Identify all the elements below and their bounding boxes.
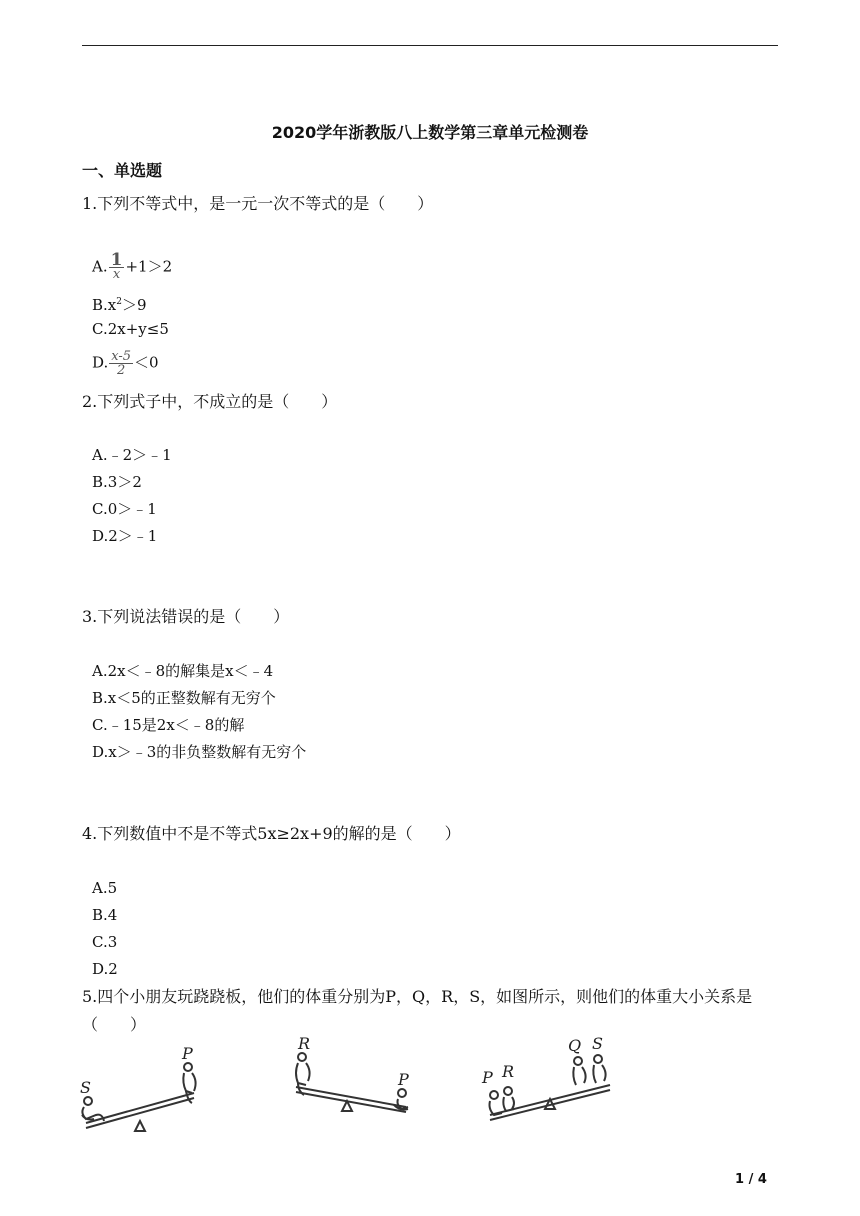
seesaw-plank: [86, 1098, 194, 1128]
question-1-option-b: $B.x^2>9$: [92, 296, 147, 314]
question-4-option-b: B.4: [92, 906, 118, 924]
label-r: R: [298, 1035, 311, 1053]
label-p: P: [482, 1068, 493, 1087]
label-r: R: [502, 1062, 515, 1081]
question-3-option-a: A.2x＜﹣8的解集是x＜﹣4: [92, 662, 274, 680]
child-p-figure: [490, 1091, 503, 1115]
page-number: 1 / 4: [735, 1172, 767, 1187]
label-p: P: [398, 1070, 409, 1089]
question-3-option-d: D.x＞﹣3的非负整数解有无穷个: [92, 743, 307, 761]
label-s: S: [80, 1078, 91, 1097]
seesaw-figure-2: [296, 1053, 408, 1112]
question-2-option-c: C.0＞﹣1: [92, 500, 157, 518]
question-1-option-c: C.2x+y≤5: [92, 320, 169, 338]
child-s-figure: [593, 1055, 605, 1083]
child-p-figure: [183, 1063, 195, 1103]
label-p: P: [182, 1044, 193, 1063]
question-1-option-a: A. $\frac{1}{x}$ +1＞2: [92, 250, 173, 282]
question-4-stem: 4.下列数值中不是不等式5x≥2x+9的解的是（ ）: [82, 824, 461, 843]
question-5-stem: 5.四个小朋友玩跷跷板，他们的体重分别为P，Q，R，S，如图所示，则他们的体重大小关系是（ ）: [82, 987, 753, 1034]
question-1-stem: 1.下列不等式中，是一元一次不等式的是（ ）: [82, 194, 434, 213]
label-q: Q: [568, 1036, 582, 1055]
question-2-option-b: B.3＞2: [92, 473, 142, 491]
seesaw-pivot: [135, 1121, 145, 1131]
child-r-figure: [503, 1087, 514, 1111]
question-2-option-d: D.2＞﹣1: [92, 527, 158, 545]
child-s-figure: [82, 1097, 104, 1121]
question-4-option-a: A.5: [92, 879, 118, 897]
page-title: 2020学年浙教版八上数学第三章单元检测卷: [271, 123, 589, 142]
seesaw-figures: [76, 1035, 636, 1135]
section-heading: 一、单选题: [82, 161, 163, 180]
header-rule: [82, 45, 778, 46]
child-q-figure: [573, 1057, 585, 1085]
question-3-option-c: C.﹣15是2x＜﹣8的解: [92, 716, 245, 734]
label-s: S: [592, 1035, 603, 1053]
question-2-stem: 2.下列式子中，不成立的是（ ）: [82, 392, 338, 411]
fraction: $\frac{1}{x}$: [110, 250, 123, 282]
question-3-stem: 3.下列说法错误的是（ ）: [82, 607, 290, 626]
question-1-option-d: D. $\frac{x-5}{2}$ ＜0: [92, 349, 159, 378]
seesaw-figure-1: [82, 1063, 196, 1131]
question-4-option-c: C.3: [92, 933, 118, 951]
question-4-option-d: D.2: [92, 960, 118, 978]
question-3-option-b: B.x＜5的正整数解有无穷个: [92, 689, 276, 707]
seesaw-plank: [296, 1087, 406, 1107]
question-2-option-a: A.﹣2＞﹣1: [92, 446, 172, 464]
fraction: $\frac{x-5}{2}$: [111, 349, 132, 378]
